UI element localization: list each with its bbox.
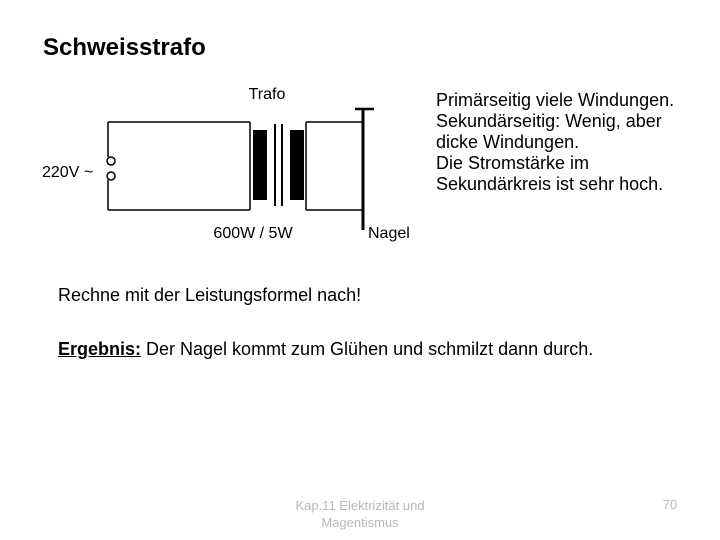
trafo-label: Trafo xyxy=(248,86,286,103)
secondary-circuit xyxy=(306,122,363,210)
primary-circuit xyxy=(108,122,250,210)
secondary-coil xyxy=(290,130,304,200)
primary-coil xyxy=(253,130,267,200)
nail-label: Nagel xyxy=(368,225,410,242)
description-line: Die Stromstärke im xyxy=(436,153,590,173)
input-terminal-bottom xyxy=(107,172,115,180)
input-terminal-top xyxy=(107,157,115,165)
instruction-text: Rechne mit der Leistungsformel nach! xyxy=(58,285,362,305)
description-line: dicke Windungen. xyxy=(436,132,580,152)
result-text: Der Nagel kommt zum Glühen und schmilzt dann durch. xyxy=(141,339,594,359)
description-line: Sekundärseitig: Wenig, aber xyxy=(436,111,662,131)
description-line: Primärseitig viele Windungen. xyxy=(436,90,675,110)
rating-label: 600W / 5W xyxy=(213,225,293,242)
result-label: Ergebnis: xyxy=(58,339,142,359)
voltage-label: 220V ~ xyxy=(42,164,94,181)
footer-line: Magentismus xyxy=(321,515,399,530)
slide-title: Schweisstrafo xyxy=(43,34,206,61)
page-number: 70 xyxy=(662,497,678,512)
description xyxy=(436,90,674,195)
footer-line: Kap.11 Elektrizität und xyxy=(295,498,425,513)
result xyxy=(58,339,593,360)
description-line: Sekundärkreis ist sehr hoch. xyxy=(436,174,664,194)
footer xyxy=(280,497,440,531)
